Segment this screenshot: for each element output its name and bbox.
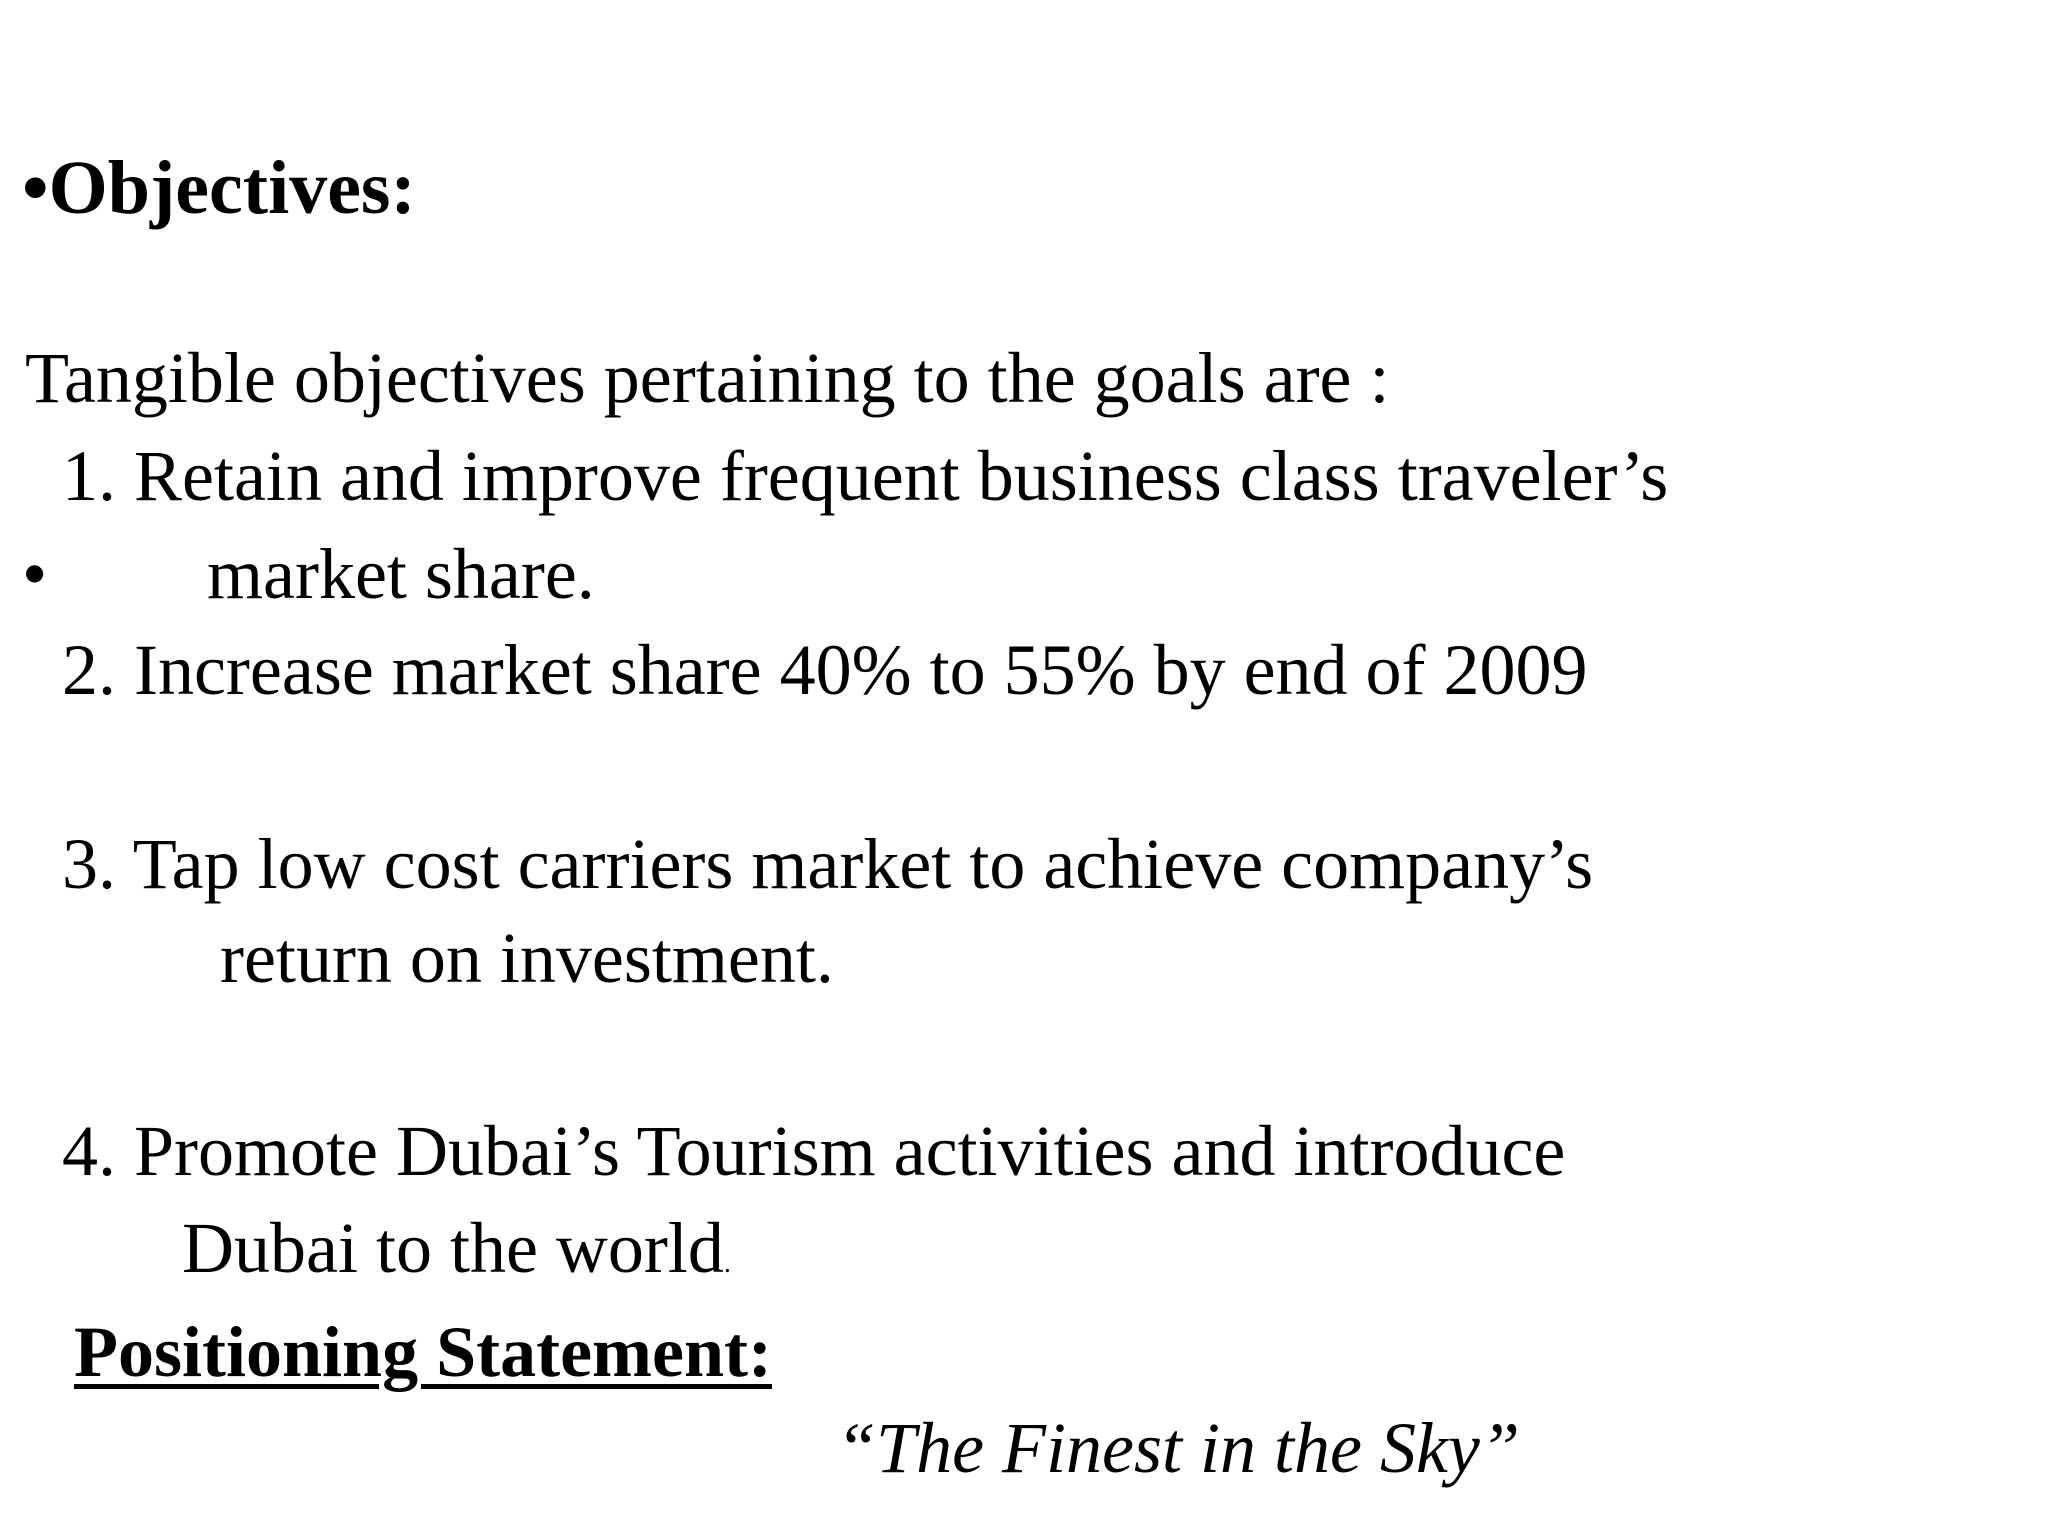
objective-3-line-2: return on investment. [220, 918, 834, 998]
objective-1-line-2 [22, 534, 595, 614]
objective-4-line-1: 4. Promote Dubai’s Tourism activities and introduce [62, 1111, 1566, 1191]
slogan: “The Finest in the Sky” [836, 1408, 1520, 1488]
objectives-heading: •Objectives: [22, 146, 416, 230]
objective-2: 2. Increase market share 40% to 55% by end of 2009 [62, 630, 1588, 710]
objective-3-line-1: 3. Tap low cost carriers market to achieve company’s [62, 824, 1594, 904]
positioning-statement-heading: Positioning Statement: [74, 1312, 772, 1392]
objective-4-trailing-period: . [723, 1248, 731, 1279]
intro-text: Tangible objectives pertaining to the goals are : [25, 338, 1390, 418]
bullet-mark: • [22, 534, 48, 614]
objective-1-line-1: 1. Retain and improve frequent business class traveler’s [62, 436, 1669, 516]
objective-4-continuation: Dubai to the world [182, 1208, 724, 1288]
objective-4-line-2 [182, 1208, 731, 1288]
objective-1-continuation: market share. [207, 534, 595, 614]
